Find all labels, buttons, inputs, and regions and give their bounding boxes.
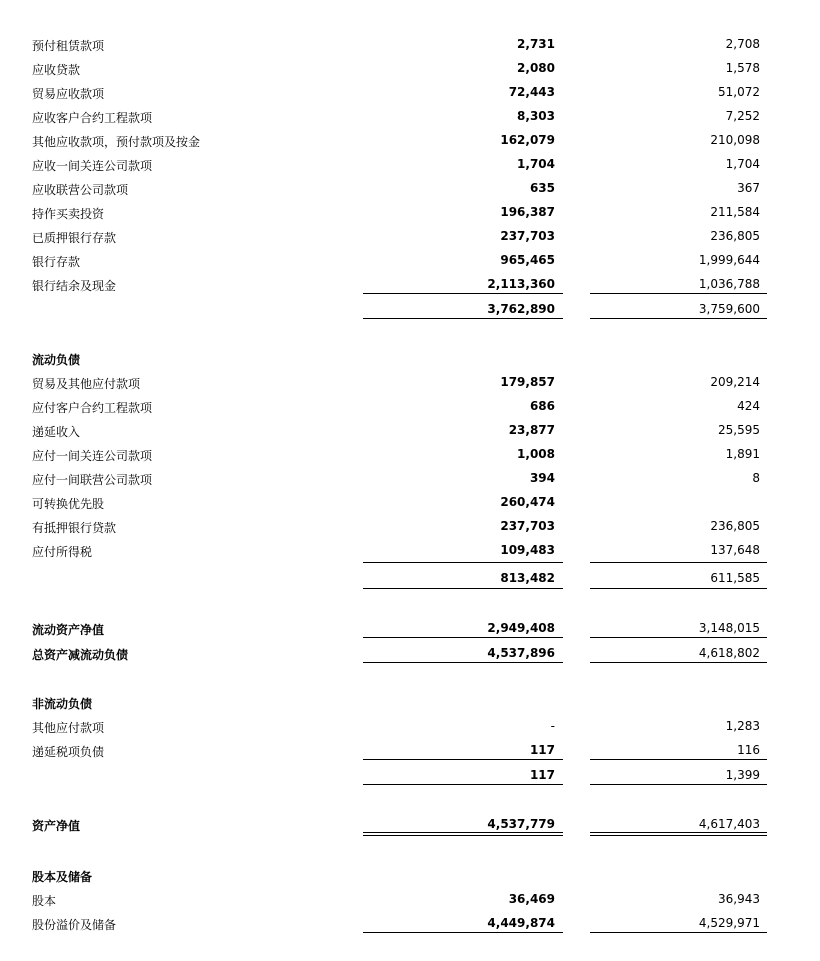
table-row [0,107,820,129]
subtotal-rule [363,932,563,933]
row-label: 流动资产净值 [32,623,105,637]
subtotal-rule [363,759,563,760]
prior-year-value: 236,805 [710,229,760,243]
row-label: 银行结余及现金 [32,279,117,293]
table-row [0,541,820,563]
row-label: 预付租赁款项 [32,39,105,53]
total-rule [590,318,767,319]
current-year-value: 1,008 [517,447,555,461]
prior-year-value: 51,072 [718,85,760,99]
table-row [0,227,820,249]
section-heading-row [0,349,820,371]
subtotal-rule [363,293,563,294]
prior-year-total: 611,585 [710,571,760,585]
prior-year-value: 3,148,015 [698,621,760,635]
table-row [0,83,820,105]
prior-year-value: 4,529,971 [698,916,760,930]
prior-year-value: 1,036,788 [698,277,760,291]
row-label: 股份溢价及储备 [32,918,117,932]
row-label: 应付客户合约工程款项 [32,401,153,415]
subtotal-rule [590,562,767,563]
row-label: 应收客户合约工程款项 [32,111,153,125]
current-year-value: 635 [529,181,555,195]
section-heading: 非流动负债 [32,697,93,711]
double-rule [363,832,563,836]
total-rule [590,637,767,638]
current-year-value: 2,080 [517,61,555,75]
row-label: 有抵押银行贷款 [32,521,117,535]
row-label: 贸易应收款项 [32,87,105,101]
current-year-value: 179,857 [500,375,555,389]
row-label: 应收联营公司款项 [32,183,129,197]
current-year-total: 813,482 [500,571,555,585]
prior-year-value: 8 [752,471,760,485]
row-label: 递延税项负债 [32,745,105,759]
current-year-value: 72,443 [508,85,555,99]
current-year-value: 2,731 [517,37,555,51]
row-label: 银行存款 [32,255,81,269]
prior-year-value: 236,805 [710,519,760,533]
row-label: 应付一间关连公司款项 [32,449,153,463]
table-row [0,445,820,467]
prior-year-value: 209,214 [710,375,760,389]
row-label: 持作买卖投资 [32,207,105,221]
table-row [0,469,820,491]
prior-year-value: 36,943 [718,892,760,906]
subtotal-rule [590,293,767,294]
table-row [0,493,820,515]
double-rule [590,832,767,836]
current-year-value: 237,703 [500,229,555,243]
row-label: 股本 [32,894,57,908]
current-year-value: 196,387 [500,205,555,219]
total-rule [363,784,563,785]
table-row [0,131,820,153]
section-heading: 股本及储备 [32,870,93,884]
prior-year-value: 4,617,403 [698,817,760,831]
table-row [0,397,820,419]
current-year-value: 109,483 [500,543,555,557]
subtotal-rule [590,932,767,933]
table-row [0,373,820,395]
table-row [0,717,820,739]
prior-year-value: 7,252 [725,109,760,123]
current-year-value: 8,303 [517,109,555,123]
table-row [0,517,820,539]
total-rule [363,588,563,589]
row-label: 资产净值 [32,819,81,833]
table-row [0,59,820,81]
row-label: 贸易及其他应付款项 [32,377,141,391]
total-rule [590,588,767,589]
subtotal-rule [363,562,563,563]
total-rule [590,662,767,663]
section-heading-row [0,866,820,888]
table-row [0,155,820,177]
prior-year-value: 25,595 [718,423,760,437]
total-rule [363,318,563,319]
row-label: 已质押银行存款 [32,231,117,245]
prior-year-total: 1,399 [725,768,760,782]
prior-year-value: 1,283 [725,719,760,733]
current-year-value: 260,474 [500,495,555,509]
row-label: 总资产减流动负债 [32,648,129,662]
current-year-value: 686 [529,399,555,413]
current-year-value: 394 [529,471,555,485]
section-heading: 流动负债 [32,353,81,367]
prior-year-value: 1,999,644 [698,253,760,267]
table-row [0,203,820,225]
current-year-value: 2,949,408 [487,621,555,635]
section-heading-row [0,693,820,715]
current-year-value: 4,449,874 [487,916,555,930]
prior-year-value: 424 [737,399,760,413]
current-year-total: 117 [529,768,555,782]
table-row [0,251,820,273]
total-rule [363,662,563,663]
prior-year-value: 2,708 [725,37,760,51]
prior-year-value: 116 [737,743,760,757]
table-row [0,890,820,912]
row-label: 应收一间关连公司款项 [32,159,153,173]
prior-year-value: 4,618,802 [698,646,760,660]
row-label: 应付所得税 [32,545,93,559]
current-year-total: 3,762,890 [487,302,555,316]
current-year-value: 4,537,779 [487,817,555,831]
current-year-value: 36,469 [508,892,555,906]
prior-year-value: 210,098 [710,133,760,147]
total-rule [363,637,563,638]
current-year-value: 237,703 [500,519,555,533]
table-row [0,179,820,201]
prior-year-value: 367 [737,181,760,195]
current-year-value: - [550,719,555,733]
prior-year-value: 211,584 [710,205,760,219]
current-year-value: 117 [529,743,555,757]
prior-year-value: 1,891 [725,447,760,461]
row-label: 应付一间联营公司款项 [32,473,153,487]
row-label: 递延收入 [32,425,81,439]
row-label: 其他应付款项 [32,721,105,735]
subtotal-rule [590,759,767,760]
table-row [0,35,820,57]
table-row [0,421,820,443]
row-label: 其他应收款项，预付款项及按金 [32,135,201,149]
row-label: 可转换优先股 [32,497,105,511]
row-label: 应收贷款 [32,63,81,77]
prior-year-value: 137,648 [710,543,760,557]
current-year-value: 2,113,360 [487,277,555,291]
prior-year-total: 3,759,600 [698,302,760,316]
prior-year-value: 1,578 [725,61,760,75]
current-year-value: 162,079 [500,133,555,147]
current-year-value: 4,537,896 [487,646,555,660]
current-year-value: 1,704 [517,157,555,171]
current-year-value: 965,465 [500,253,555,267]
current-year-value: 23,877 [508,423,555,437]
total-rule [590,784,767,785]
prior-year-value: 1,704 [725,157,760,171]
